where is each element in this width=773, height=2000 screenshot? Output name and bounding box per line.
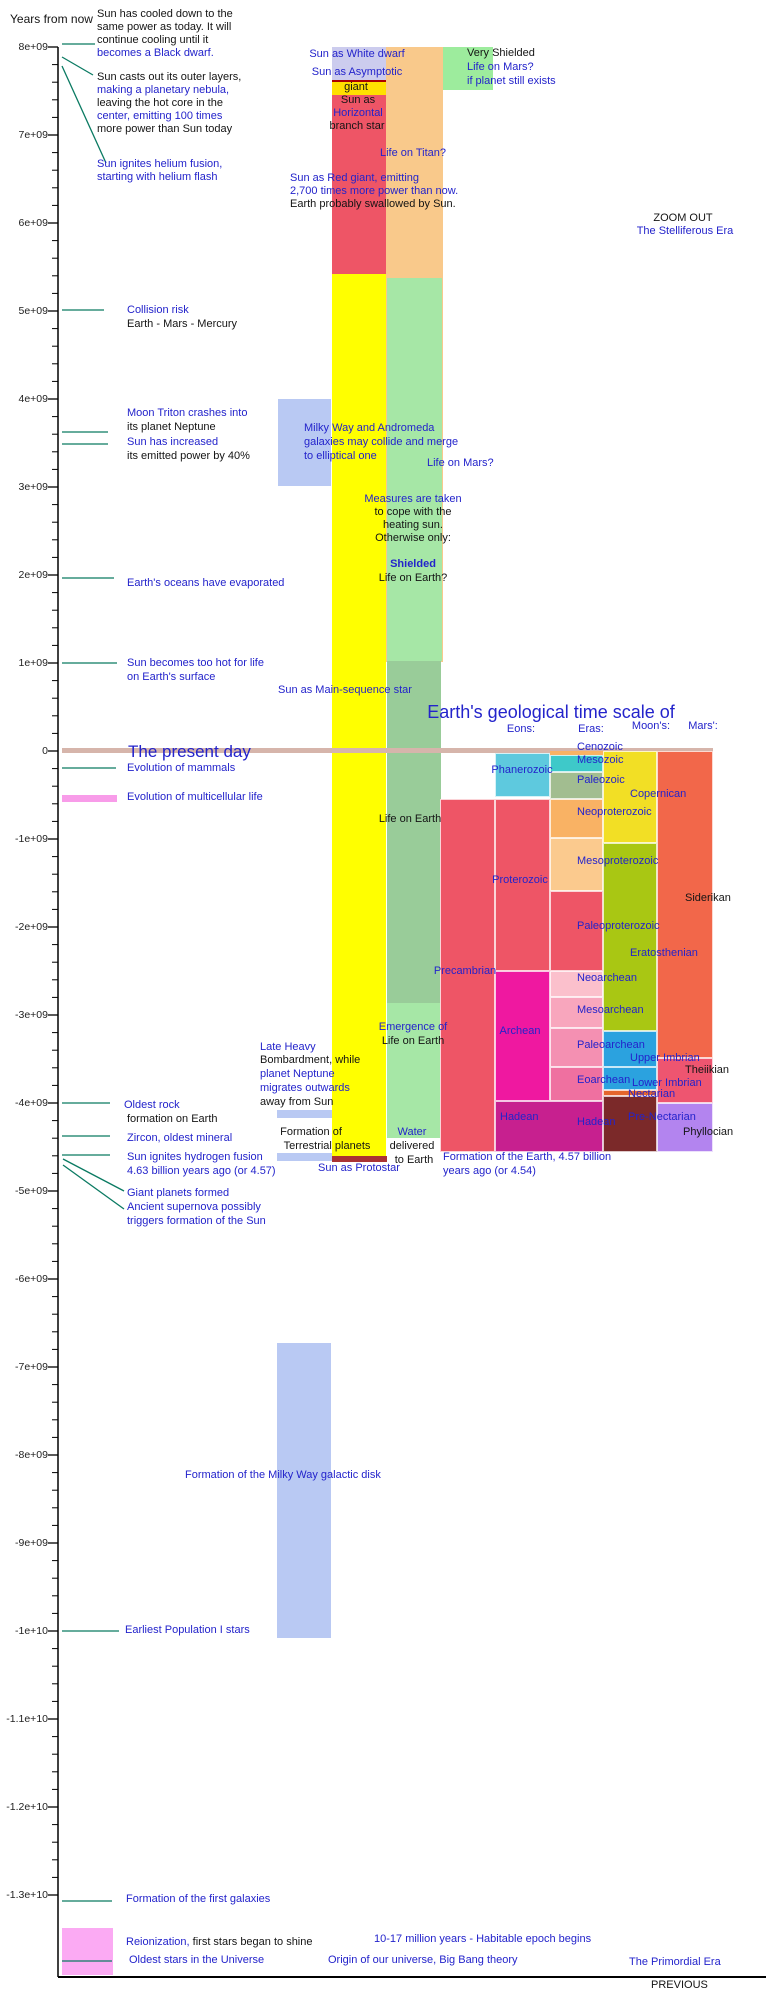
previous-label-text: PREVIOUS bbox=[651, 1979, 708, 1991]
lbl-measures-3-text: heating sun. bbox=[383, 519, 443, 531]
ann-zircon-text: Zircon, oldest mineral bbox=[127, 1132, 233, 1144]
stelliferous-era-label bbox=[637, 225, 734, 238]
lbl-measures-2-text: to cope with the bbox=[374, 506, 452, 518]
lbl-pre-nectarian bbox=[628, 1111, 696, 1124]
lbl-protostar bbox=[318, 1162, 400, 1175]
lbl-terrestrial-1 bbox=[280, 1126, 342, 1139]
lbl-measures-4-text: Otherwise only: bbox=[375, 532, 451, 544]
ann-sun-cooled-4-text: becomes a Black dwarf. bbox=[97, 47, 214, 59]
lbl-red-giant-1 bbox=[290, 172, 419, 185]
lbl-shielded-2 bbox=[379, 572, 448, 585]
y-tick-label: -1.3e+10 bbox=[6, 1889, 48, 1901]
ann-big-bang bbox=[328, 1954, 518, 1967]
lbl-phanerozoic-text: Phanerozoic bbox=[491, 764, 553, 776]
primordial-era-label bbox=[629, 1956, 721, 1969]
lbl-water-2 bbox=[390, 1140, 435, 1153]
ann-too-hot-2-text: on Earth's surface bbox=[127, 671, 216, 683]
lbl-eratosthenian-text: Eratosthenian bbox=[630, 947, 698, 959]
lbl-neoproterozoic-text: Neoproterozoic bbox=[577, 806, 652, 818]
axis-title bbox=[10, 12, 93, 26]
lbl-cenozoic-text: Cenozoic bbox=[577, 741, 623, 753]
ann-triton-1-text: Moon Triton crashes into bbox=[127, 407, 248, 419]
y-tick-label: 6e+09 bbox=[18, 217, 48, 229]
lbl-andromeda-2-text: galaxies may collide and merge bbox=[304, 436, 459, 448]
hdr-moons bbox=[632, 720, 670, 733]
geo-title bbox=[427, 702, 675, 722]
lbl-proterozoic-text: Proterozoic bbox=[492, 874, 548, 886]
lbl-paleoproterozoic bbox=[577, 920, 660, 933]
lbl-life-titan bbox=[380, 147, 446, 160]
ann-collision-2-text: Earth - Mars - Mercury bbox=[127, 318, 238, 330]
lbl-earth-formation-2-text: years ago (or 4.54) bbox=[443, 1165, 536, 1177]
lbl-measures-3 bbox=[383, 519, 443, 532]
lbl-paleozoic bbox=[577, 774, 625, 787]
ann-lhb-5-text: away from Sun bbox=[260, 1096, 334, 1108]
lbl-branch-star-text: branch star bbox=[329, 120, 385, 132]
lbl-earth-formation-2 bbox=[443, 1165, 536, 1178]
y-tick-label: 2e+09 bbox=[18, 569, 48, 581]
ann-reionization bbox=[126, 1936, 313, 1949]
ann-lhb-3-text: planet Neptune bbox=[260, 1068, 335, 1080]
y-tick-label: -5e+09 bbox=[15, 1185, 48, 1197]
hdr-mars-text: Mars': bbox=[688, 720, 718, 732]
y-tick-label: -1e+09 bbox=[15, 833, 48, 845]
lbl-branch-star bbox=[329, 120, 384, 133]
lbl-precambrian-text: Precambrian bbox=[433, 965, 497, 977]
lbl-life-titan-text: Life on Titan? bbox=[379, 147, 447, 159]
lbl-horizontal bbox=[333, 107, 383, 120]
ann-outer-layers-3-text: leaving the hot core in the bbox=[97, 97, 223, 109]
lbl-protostar-text: Sun as Protostar bbox=[318, 1162, 400, 1174]
ann-first-galaxies-text: Formation of the first galaxies bbox=[126, 1893, 271, 1905]
ann-too-hot-2 bbox=[127, 671, 215, 684]
lbl-horizontal-text: Horizontal bbox=[333, 107, 383, 119]
stelliferous-era-label-text: The Stelliferous Era bbox=[636, 225, 734, 237]
ann-lhb-5 bbox=[260, 1096, 333, 1109]
ann-helium-1 bbox=[97, 158, 222, 171]
ann-supernova-1-text: Ancient supernova possibly bbox=[127, 1201, 261, 1213]
y-tick-label: -2e+09 bbox=[15, 921, 48, 933]
lbl-life-mars-mid-text: Life on Mars? bbox=[427, 457, 494, 469]
lbl-neoarchean bbox=[577, 972, 637, 985]
lbl-red-giant-2 bbox=[290, 185, 458, 198]
lbl-eoarchean bbox=[577, 1074, 630, 1087]
ann-outer-layers-2 bbox=[97, 84, 229, 97]
ann-sun-cooled-2-text: same power as today. It will bbox=[97, 21, 232, 33]
ann-h-fusion-1 bbox=[127, 1151, 263, 1164]
y-tick-label: 8e+09 bbox=[18, 41, 48, 53]
ann-oldest-stars-text: Oldest stars in the Universe bbox=[129, 1954, 265, 1966]
ann-sun-cooled-3 bbox=[97, 34, 208, 47]
lbl-paleoarchean-text: Paleoarchean bbox=[577, 1039, 645, 1051]
lbl-eoarchean-text: Eoarchean bbox=[577, 1074, 631, 1086]
ann-sun-increased-1-text: Sun has increased bbox=[127, 436, 219, 448]
ann-population-1-text: Earliest Population I stars bbox=[125, 1624, 250, 1636]
ann-lhb-2-text: Bombardment, while bbox=[260, 1054, 361, 1066]
lbl-measures-2 bbox=[374, 506, 451, 519]
lbl-upper-imbrian-text: Upper Imbrian bbox=[630, 1052, 700, 1064]
lbl-terrestrial-2 bbox=[284, 1140, 371, 1153]
lbl-hadean-era bbox=[577, 1116, 616, 1129]
ann-h-fusion-2 bbox=[127, 1165, 276, 1178]
ann-multicellular bbox=[127, 791, 263, 804]
lbl-mars-life-top-text: Life on Mars? bbox=[467, 61, 534, 73]
y-tick-label: -6e+09 bbox=[15, 1273, 48, 1285]
lbl-copernican bbox=[630, 788, 686, 801]
lbl-paleozoic-text: Paleozoic bbox=[577, 774, 625, 786]
ann-reionization-text: Reionization, bbox=[126, 1936, 190, 1948]
lbl-asymptotic bbox=[312, 66, 403, 79]
lbl-emergence-1 bbox=[379, 1021, 447, 1034]
ann-sun-cooled-1 bbox=[97, 8, 233, 21]
lbl-hadean-eon bbox=[500, 1111, 539, 1124]
ann-oldest-stars bbox=[129, 1954, 264, 1967]
lbl-siderikan-text: Siderikan bbox=[685, 892, 731, 904]
ann-multicellular-text: Evolution of multicellular life bbox=[127, 791, 263, 803]
lbl-nectarian-text: Nectarian bbox=[628, 1088, 676, 1100]
lbl-mesoproterozoic-text: Mesoproterozoic bbox=[577, 855, 659, 867]
ann-lhb-4 bbox=[260, 1082, 350, 1095]
lbl-water-3 bbox=[395, 1154, 434, 1167]
hdr-eons bbox=[507, 723, 535, 736]
y-tick-label: 7e+09 bbox=[18, 129, 48, 141]
lbl-mesoproterozoic bbox=[577, 855, 658, 868]
y-tick-label: -9e+09 bbox=[15, 1537, 48, 1549]
ann-mammals bbox=[127, 762, 235, 775]
ann-triton-2 bbox=[127, 421, 216, 434]
lbl-water-2-text: delivered bbox=[389, 1140, 435, 1152]
lbl-mesoarchean-text: Mesoarchean bbox=[577, 1004, 644, 1016]
lbl-measures-1-text: Measures are taken bbox=[364, 493, 462, 505]
hdr-mars bbox=[688, 720, 718, 733]
lbl-andromeda-1-text: Milky Way and Andromeda bbox=[304, 422, 435, 434]
lbl-terrestrial-2-text: Terrestrial planets bbox=[283, 1140, 371, 1152]
lbl-main-sequence-text: Sun as Main-sequence star bbox=[278, 684, 412, 696]
lbl-pre-nectarian-text: Pre-Nectarian bbox=[628, 1111, 696, 1123]
ann-giant-planets-text: Giant planets formed bbox=[127, 1187, 230, 1199]
ann-sun-increased-1 bbox=[127, 436, 218, 449]
y-tick-label: -7e+09 bbox=[15, 1361, 48, 1373]
lbl-phanerozoic bbox=[491, 764, 552, 777]
y-tick-label: -1e+10 bbox=[15, 1625, 48, 1637]
lbl-red-giant-2-text: 2,700 times more power than now. bbox=[290, 185, 459, 197]
lbl-red-giant-1-text: Sun as Red giant, emitting bbox=[290, 172, 420, 184]
ann-collision-2 bbox=[127, 318, 237, 331]
ann-mammals-text: Evolution of mammals bbox=[127, 762, 236, 774]
lbl-hadean-eon-text: Hadean bbox=[500, 1111, 539, 1123]
lbl-very-shielded bbox=[467, 47, 535, 60]
ann-outer-layers-1 bbox=[97, 71, 241, 84]
lbl-milky-way-disk bbox=[185, 1469, 381, 1482]
lbl-siderikan bbox=[685, 892, 731, 905]
lbl-archean-text: Archean bbox=[499, 1025, 541, 1037]
lbl-phyllocian-text: Phyllocian bbox=[683, 1126, 734, 1138]
lbl-very-shielded-text: Very Shielded bbox=[467, 47, 535, 59]
y-tick-label: 1e+09 bbox=[18, 657, 48, 669]
ann-sun-increased-2-text: its emitted power by 40% bbox=[127, 450, 250, 462]
hdr-eons-text: Eons: bbox=[506, 723, 536, 735]
lbl-paleoproterozoic-text: Paleoproterozoic bbox=[577, 920, 660, 932]
axis-tick-marks bbox=[48, 47, 58, 1895]
lbl-red-giant-3 bbox=[290, 198, 456, 211]
lbl-hadean-era-text: Hadean bbox=[577, 1116, 616, 1128]
ann-sun-cooled-1-text: Sun has cooled down to the bbox=[97, 8, 233, 20]
y-tick-label: 4e+09 bbox=[18, 393, 48, 405]
hdr-moons-text: Moon's: bbox=[631, 720, 671, 732]
ann-triton-1 bbox=[127, 407, 247, 420]
ann-too-hot-1-text: Sun becomes too hot for life bbox=[127, 657, 264, 669]
lbl-giant bbox=[344, 81, 368, 94]
ann-supernova-1 bbox=[127, 1201, 261, 1214]
lbl-shielded bbox=[390, 558, 436, 571]
primordial-era-label-text: The Primordial Era bbox=[629, 1956, 721, 1968]
ann-helium-2-text: starting with helium flash bbox=[97, 171, 218, 183]
ann-collision-1-text: Collision risk bbox=[127, 304, 189, 316]
lbl-lower-imbrian-text: Lower Imbrian bbox=[632, 1077, 702, 1089]
lbl-white-dwarf-text: Sun as White dwarf bbox=[309, 48, 405, 60]
ann-outer-layers-5-text: more power than Sun today bbox=[97, 123, 233, 135]
lbl-measures-1 bbox=[364, 493, 461, 506]
y-tick-label: -1.2e+10 bbox=[6, 1801, 48, 1813]
ann-oldest-rock-2-text: formation on Earth bbox=[127, 1113, 218, 1125]
lbl-archean bbox=[500, 1025, 541, 1038]
lbl-proterozoic bbox=[492, 874, 548, 887]
ann-habitable-epoch bbox=[374, 1933, 591, 1946]
ann-supernova-2 bbox=[127, 1215, 266, 1228]
lbl-earth-formation-1 bbox=[443, 1151, 611, 1164]
ann-supernova-2-text: triggers formation of the Sun bbox=[127, 1215, 266, 1227]
ann-habitable-epoch-text: 10-17 million years - Habitable epoch begins bbox=[374, 1933, 592, 1945]
ann-population-1 bbox=[125, 1624, 250, 1637]
lbl-theiikian bbox=[685, 1064, 729, 1077]
y-tick-label: 5e+09 bbox=[18, 305, 48, 317]
lbl-asymptotic-text: Sun as Asymptotic bbox=[311, 66, 403, 78]
zoom-out-label-text: ZOOM OUT bbox=[653, 212, 713, 224]
lbl-terrestrial-1-text: Formation of bbox=[280, 1126, 342, 1138]
lbl-nectarian bbox=[628, 1088, 675, 1101]
ann-lhb-4-text: migrates outwards bbox=[260, 1082, 350, 1094]
lbl-sun-as-text: Sun as bbox=[340, 94, 376, 106]
ann-reionization-text: first stars began to shine bbox=[189, 1936, 313, 1948]
hdr-eras-text: Eras: bbox=[578, 723, 604, 735]
ann-h-fusion-1-text: Sun ignites hydrogen fusion bbox=[127, 1151, 263, 1163]
y-axis bbox=[58, 47, 766, 1977]
lbl-paleoarchean bbox=[577, 1039, 645, 1052]
lbl-theiikian-text: Theiikian bbox=[685, 1064, 730, 1076]
ann-zircon bbox=[127, 1132, 232, 1145]
ann-collision-1 bbox=[127, 304, 189, 317]
lbl-mesozoic-text: Mesozoic bbox=[577, 754, 624, 766]
hdr-eras bbox=[578, 723, 604, 736]
ann-outer-layers-3 bbox=[97, 97, 223, 110]
y-tick-label: 3e+09 bbox=[18, 481, 48, 493]
ann-too-hot-1 bbox=[127, 657, 264, 670]
lbl-andromeda-3-text: to elliptical one bbox=[304, 450, 377, 462]
ann-lhb-2 bbox=[260, 1054, 360, 1067]
ann-lhb-1-text: Late Heavy bbox=[260, 1041, 316, 1053]
lbl-life-on-earth bbox=[379, 813, 441, 826]
lbl-water-3-text: to Earth bbox=[394, 1154, 434, 1166]
ann-sun-cooled-2 bbox=[97, 21, 231, 34]
lbl-shielded-2-text: Life on Earth? bbox=[378, 572, 448, 584]
lbl-emergence-2-text: Life on Earth bbox=[381, 1035, 445, 1047]
lbl-water-1-text: Water bbox=[397, 1126, 427, 1138]
ann-lhb-1 bbox=[260, 1041, 316, 1054]
lbl-eratosthenian bbox=[630, 947, 698, 960]
lbl-andromeda-2 bbox=[304, 436, 458, 449]
previous-label bbox=[651, 1979, 708, 1992]
ann-outer-layers-4-text: center, emitting 100 times bbox=[97, 110, 223, 122]
lbl-if-planet-text: if planet still exists bbox=[467, 75, 556, 87]
lbl-mesozoic bbox=[577, 754, 623, 767]
lbl-red-giant-3-text: Earth probably swallowed by Sun. bbox=[290, 198, 456, 210]
y-tick-label: -3e+09 bbox=[15, 1009, 48, 1021]
lbl-mesoarchean bbox=[577, 1004, 644, 1017]
lbl-sun-as bbox=[341, 94, 375, 107]
ann-oceans-text: Earth's oceans have evaporated bbox=[127, 577, 285, 589]
lbl-shielded-text: Shielded bbox=[390, 558, 436, 570]
ann-lhb-3 bbox=[260, 1068, 335, 1081]
lbl-mars-life-top bbox=[467, 61, 534, 74]
ann-oldest-rock-1-text: Oldest rock bbox=[124, 1099, 180, 1111]
annotation-connector-lines bbox=[62, 44, 124, 1961]
lbl-emergence-1-text: Emergence of bbox=[378, 1021, 448, 1033]
lbl-copernican-text: Copernican bbox=[630, 788, 687, 800]
ann-h-fusion-2-text: 4.63 billion years ago (or 4.57) bbox=[127, 1165, 276, 1177]
lbl-measures-4 bbox=[375, 532, 451, 545]
y-tick-label: 0 bbox=[42, 745, 48, 757]
zoom-out-label bbox=[653, 212, 712, 225]
ann-sun-cooled-3-text: continue cooling until it bbox=[97, 34, 209, 46]
lbl-cenozoic bbox=[577, 741, 623, 754]
ann-outer-layers-4 bbox=[97, 110, 222, 123]
ann-giant-planets bbox=[127, 1187, 229, 1200]
lbl-andromeda-1 bbox=[304, 422, 434, 435]
lbl-life-on-earth-text: Life on Earth bbox=[378, 813, 442, 825]
lbl-earth-formation-1-text: Formation of the Earth, 4.57 billion bbox=[443, 1151, 612, 1163]
ann-triton-2-text: its planet Neptune bbox=[127, 421, 216, 433]
y-tick-label: -1.1e+10 bbox=[6, 1713, 48, 1725]
lbl-milky-way-disk-text: Formation of the Milky Way galactic disk bbox=[185, 1469, 381, 1481]
y-tick-label: -4e+09 bbox=[15, 1097, 48, 1109]
lbl-if-planet bbox=[467, 75, 556, 88]
lbl-giant-text: giant bbox=[344, 81, 368, 93]
ann-outer-layers-5 bbox=[97, 123, 232, 136]
lbl-emergence-2 bbox=[382, 1035, 444, 1048]
ann-first-galaxies bbox=[126, 1893, 270, 1906]
lbl-andromeda-3 bbox=[304, 450, 377, 463]
lbl-phyllocian bbox=[683, 1126, 733, 1139]
ann-outer-layers-2-text: making a planetary nebula, bbox=[97, 84, 230, 96]
ann-helium-2 bbox=[97, 171, 217, 184]
ann-sun-increased-2 bbox=[127, 450, 250, 463]
geo-title-text: Earth's geological time scale of bbox=[427, 702, 675, 722]
ann-oceans bbox=[127, 577, 284, 590]
lbl-life-mars-mid bbox=[427, 457, 494, 470]
ann-oldest-rock-2 bbox=[127, 1113, 218, 1126]
ann-oldest-rock-1 bbox=[124, 1099, 180, 1112]
axis-title-text: Years from now bbox=[10, 12, 93, 26]
lbl-water-1 bbox=[398, 1126, 427, 1139]
y-tick-label: -8e+09 bbox=[15, 1449, 48, 1461]
ann-sun-cooled-4 bbox=[97, 47, 214, 60]
ann-outer-layers-1-text: Sun casts out its outer layers, bbox=[97, 71, 242, 83]
present-day-label bbox=[128, 742, 251, 761]
present-day-label-text: The present day bbox=[128, 742, 251, 761]
lbl-precambrian bbox=[434, 965, 496, 978]
ann-helium-1-text: Sun ignites helium fusion, bbox=[97, 158, 223, 170]
lbl-white-dwarf bbox=[309, 48, 404, 61]
lbl-neoproterozoic bbox=[577, 806, 652, 819]
lbl-main-sequence bbox=[278, 684, 412, 697]
lbl-neoarchean-text: Neoarchean bbox=[577, 972, 637, 984]
ann-big-bang-text: Origin of our universe, Big Bang theory bbox=[328, 1954, 518, 1966]
